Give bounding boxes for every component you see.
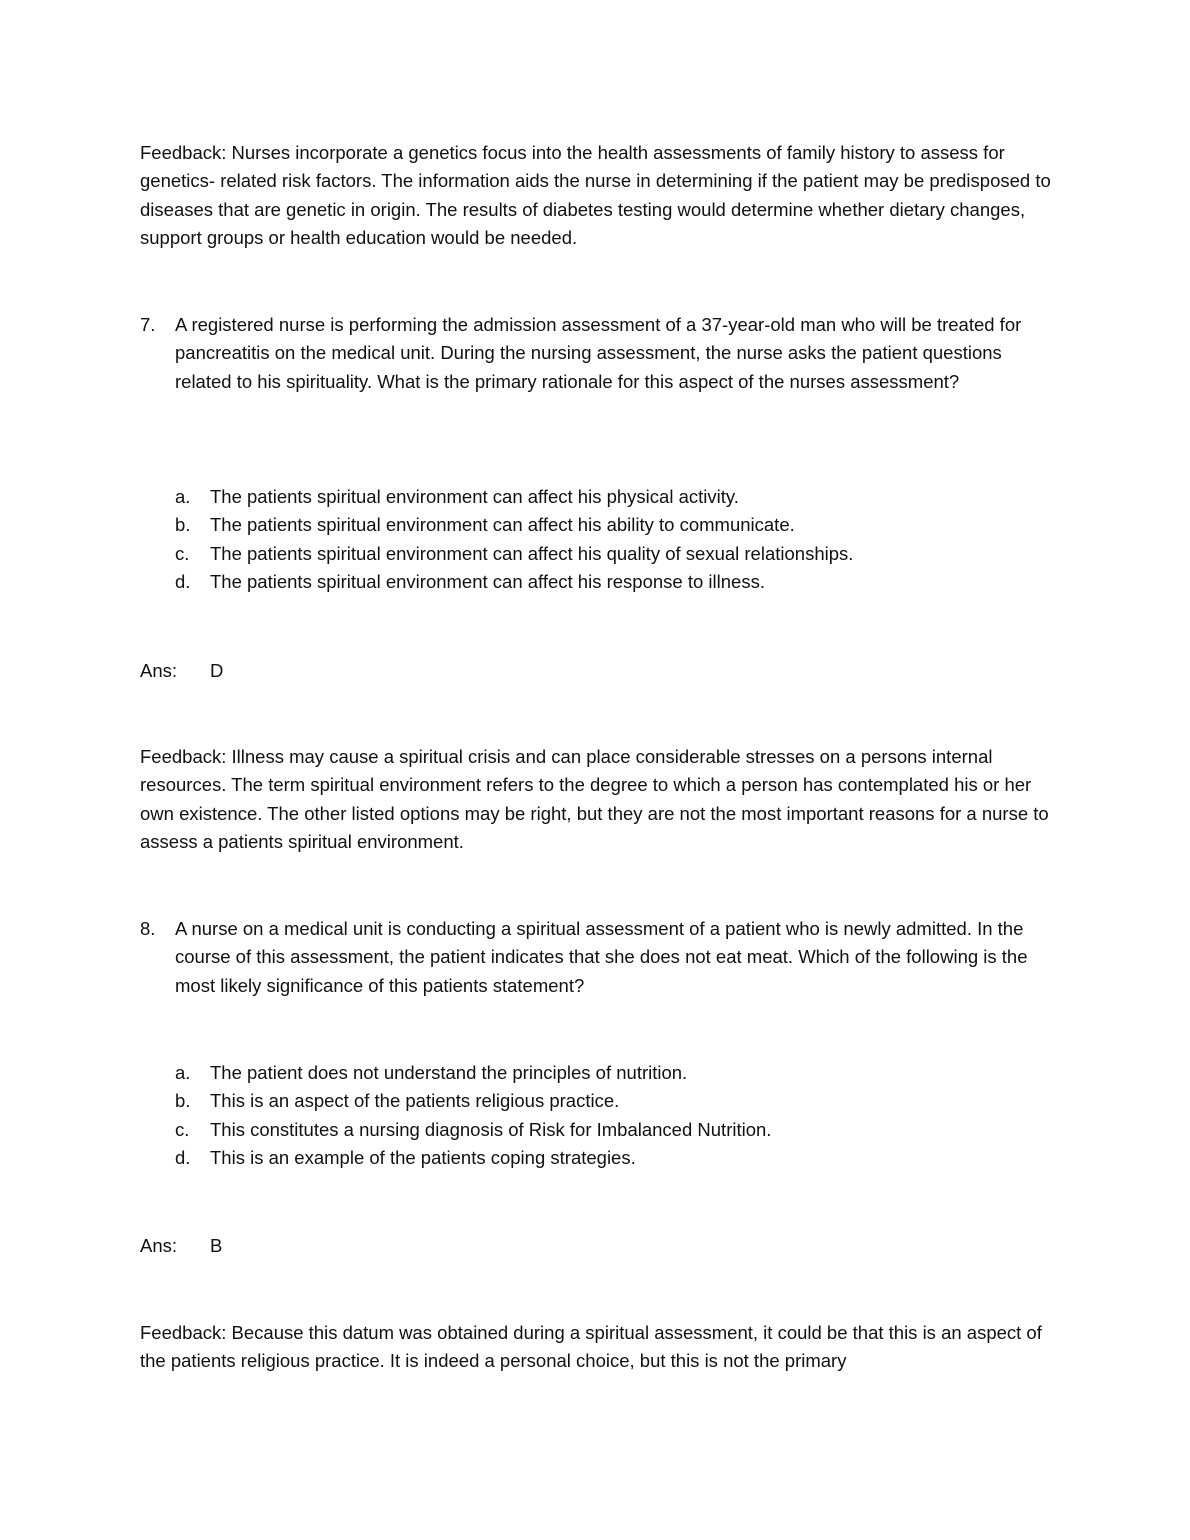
option-text: The patients spiritual environment can affect his quality of sexual relationships. (210, 542, 854, 564)
question-7-option-d (175, 568, 1055, 596)
answer-label: Ans: (140, 1235, 178, 1256)
question-8-option-b (175, 1087, 1055, 1115)
answer-value: D (210, 660, 224, 681)
option-letter: c. (175, 1118, 190, 1140)
question-8-option-d (175, 1144, 1055, 1172)
answer-label: Ans: (140, 660, 178, 681)
option-letter: b. (175, 1090, 191, 1112)
question-8-option-c (175, 1116, 1055, 1144)
option-letter: d. (175, 1147, 191, 1169)
question-7-option-b (175, 511, 1055, 539)
option-letter: b. (175, 514, 191, 536)
option-text: This constitutes a nursing diagnosis of Risk for Imbalanced Nutrition. (210, 1118, 772, 1140)
question-7-option-a (175, 483, 1055, 511)
option-letter: c. (175, 542, 190, 564)
question-8 (140, 915, 1055, 1000)
question-7-text: A registered nurse is performing the admission assessment of a 37-year-old man who will be treated for pancreatitis on the medical unit. During the nursing assessment, the nurse asks the patient questions related to his spirituality. What is the primary rationale for this aspect of the nurses assessment? (175, 314, 1022, 392)
option-text: The patient does not understand the principles of nutrition. (210, 1062, 688, 1083)
option-letter: a. (175, 486, 191, 507)
question-8-text: A nurse on a medical unit is conducting a spiritual assessment of a patient who is newly admitted. In the course of this assessment, the patient indicates that she does not eat meat. Which of the following is the most likely significance of this patients statement? (175, 918, 1028, 996)
option-letter: a. (175, 1062, 191, 1083)
option-text: This is an example of the patients coping strategies. (210, 1147, 636, 1169)
option-text: This is an aspect of the patients religious practice. (210, 1090, 620, 1112)
question-7-option-c (175, 540, 1055, 568)
option-text: The patients spiritual environment can affect his ability to communicate. (210, 514, 795, 536)
option-text: The patients spiritual environment can affect his response to illness. (210, 571, 765, 593)
feedback-paragraph-genetics: Feedback: Nurses incorporate a genetics focus into the health assessments of family history to assess for genetics- related risk factors. The information aids the nurse in determining if the patient may be predisposed to diseases that are genetic in origin. The results of diabetes testing would determine whether dietary changes, support groups or health education would be needed. (140, 142, 1051, 249)
question-8-feedback: Feedback: Because this datum was obtained during a spiritual assessment, it could be that this is an aspect of the patients religious practice. It is indeed a personal choice, but this is not the primary (140, 1322, 1042, 1372)
question-7-feedback: Feedback: Illness may cause a spiritual crisis and can place considerable stresses on a persons internal resources. The term spiritual environment refers to the degree to which a person has contemplated his or her own existence. The other listed options may be right, but they are not the most important reasons for a nurse to assess a patients spiritual environment. (140, 746, 1049, 853)
question-7-options (175, 483, 1055, 597)
question-7 (140, 311, 1055, 396)
option-letter: d. (175, 571, 191, 593)
answer-value: B (210, 1235, 223, 1256)
option-text: The patients spiritual environment can affect his physical activity. (210, 486, 739, 507)
question-7-number: 7. (140, 314, 156, 335)
question-8-number: 8. (140, 918, 156, 939)
question-8-option-a (175, 1059, 1055, 1087)
question-8-options (175, 1059, 1055, 1173)
